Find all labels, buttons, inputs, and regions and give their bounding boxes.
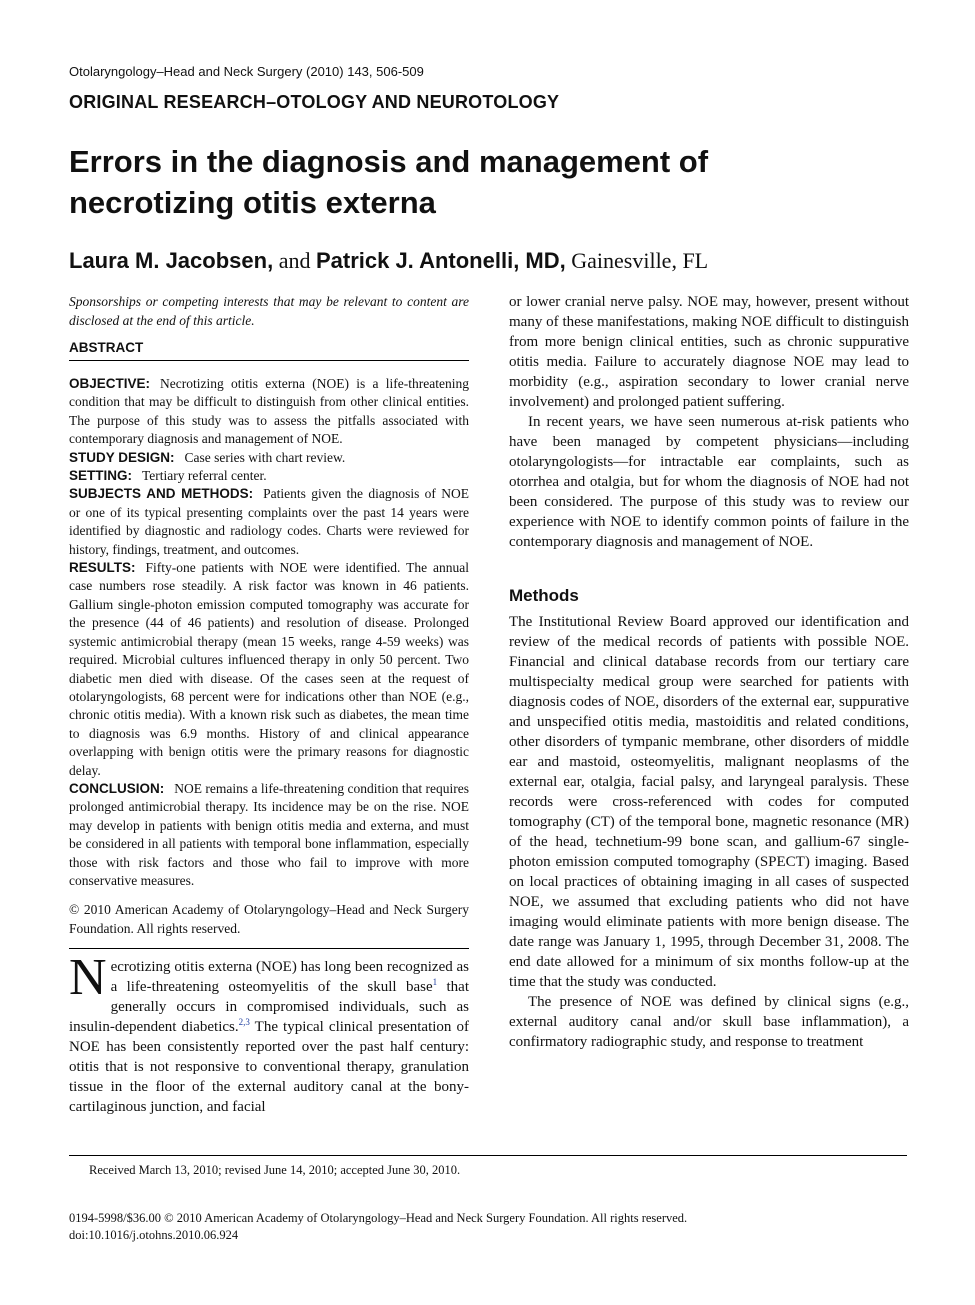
abstract-text: Necrotizing otitis externa (NOE) is a life-threatening condition that may be difficult to distinguish from other clinical entities. The purpose of this study was to assess the pitfalls associated with contemporary diagnosis and management of NOE.	[69, 376, 469, 447]
intro-text-1: ecrotizing otitis externa (NOE) has long been recognized as a life-threatening osteomyelitis of the skull base	[110, 959, 469, 996]
abstract-design	[69, 449, 469, 467]
abstract-setting	[69, 467, 469, 485]
abstract-label: RESULTS:	[69, 560, 136, 576]
journal-citation: Otolaryngology–Head and Neck Surgery (2010) 143, 506-509	[69, 64, 424, 79]
methods-paragraph-2: The presence of NOE was defined by clinical signs (e.g., external auditory canal and/or skull base inflammation), a confirmatory radiographic study, and response to treatment	[509, 994, 909, 1050]
author-conjunction: and	[278, 248, 311, 273]
abstract-label: OBJECTIVE:	[69, 376, 151, 391]
intro-paragraph	[69, 949, 469, 1117]
abstract-label: SUBJECTS AND METHODS:	[69, 486, 254, 502]
abstract-label: CONCLUSION:	[69, 780, 165, 796]
intro-text-2: that generally occurs in compromised individuals, such as insulin-dependent diabetics.	[69, 979, 469, 1036]
abstract-conclusion	[69, 780, 469, 890]
intro-text-3: The typical clinical presentation of NOE has been consistently reported over the past half century: otitis that is not responsive to conventional therapy, granulation tissue in the floor of the external auditory canal at the bony-cartilaginous junction, and facial	[69, 1019, 469, 1116]
abstract-objective	[69, 375, 469, 449]
author-line	[69, 248, 708, 274]
abstract-text: Case series with chart review.	[184, 449, 346, 465]
drop-cap: N	[69, 949, 107, 1007]
abstract-heading: ABSTRACT	[69, 340, 469, 361]
abstract-label: SETTING:	[69, 468, 132, 484]
reference-link[interactable]: 2,3	[238, 1017, 250, 1028]
author-jacobsen: Laura M. Jacobsen,	[69, 248, 274, 273]
received-dates: Received March 13, 2010; revised June 14, 2010; accepted June 30, 2010.	[89, 1163, 461, 1177]
abstract-results	[69, 559, 469, 780]
abstract-label: STUDY DESIGN:	[69, 449, 175, 465]
author-location: Gainesville, FL	[571, 248, 709, 273]
footnote-divider	[69, 1155, 907, 1156]
abstract-copyright: © 2010 American Academy of Otolaryngology–Head and Neck Surgery Foundation. All rights reserved.	[69, 900, 469, 949]
sponsorship-note: Sponsorships or competing interests that may be relevant to content are disclosed at the end of this article.	[69, 294, 469, 328]
abstract-text: NOE remains a life-threatening condition that requires prolonged antimicrobial therapy. Its incidence may be on the rise. NOE may develop in patients with benign otitis media and externa, and must be considered in all patients with temporal bone inflammation, especially those with risk factors and those who fail to improve with more conservative measures.	[69, 780, 469, 888]
intro-paragraph-2: In recent years, we have seen numerous at-risk patients who have been managed by competent physicians—including otolaryngologists—for intractable ear complaints, such as otorrhea and otalgia, but for whom the diagnosis of NOE had not been considered. The purpose of this study was to review our experience with NOE to identify common points of failure in the contemporary diagnosis and management of NOE.	[509, 414, 909, 550]
section-label: ORIGINAL RESEARCH–OTOLOGY AND NEUROTOLOGY	[69, 92, 560, 112]
abstract-body	[69, 375, 469, 890]
intro-continuation: or lower cranial nerve palsy. NOE may, however, present without many of these manifestations, making NOE difficult to distinguish from more benign clinical entities, such as chronic suppurative otitis media. Failure to accurately diagnose NOE may lead to morbidity (e.g., aspiration secondary to lower cranial nerve involvement) and prolonged patient suffering.	[509, 294, 909, 410]
abstract-text: Fifty-one patients with NOE were identified. The annual case numbers rose steadily. A risk factor was known in 46 patients. Gallium single-photon emission computed tomography was accurate for the presence (44 of 46 patients) and resolution of disease. Prolonged systemic antimicrobial therapy (mean 15 weeks, range 4-59 weeks) was required. Microbial cultures influenced therapy in only 50 percent. Two diabetic men died with disease. Of the cases seen at the request of otolaryngologists, 68 percent were for indications other than NOE (e.g., chronic otitis media). With a known risk such as diabetes, the mean time to diagnosis was 6.9 months. History of and clinical appearance overlapping with benign otitis were the primary reasons for diagnostic delay.	[69, 560, 469, 778]
article-title: Errors in the diagnosis and management of necrotizing otitis externa	[69, 144, 709, 220]
methods-paragraph-1: The Institutional Review Board approved our identification and review of the medical records of patients with possible NOE. Financial and clinical database records from our tertiary care multispecialty medical group were searched for patients with diagnosis codes of NOE, disorders of the external ear, suppurative and unspecified otitis media, mastoiditis and related conditions, other disorders of tympanic membrane, other disorders of middle ear and mastoid, osteomyelitis, malignant neoplasms of the external ear, otalgia, facial palsy, and laryngeal paralysis. These records were cross-referenced with codes for computed tomography (CT) of the temporal bone, magnetic resonance (MR) of the head, technetium-99 bone scan, and gallium-67 single-photon emission computed tomography (SPECT) imaging. Based on local practices of obtaining imaging in all cases of suspected NOE, we assumed that excluding patients who did not have imaging would eliminate patients with more benign disease. The date range was January 1, 1995, through December 31, 2008. The end date allowed for a minimum of six months follow-up at the time that the study was conducted.	[509, 614, 909, 990]
author-antonelli: Patrick J. Antonelli, MD,	[315, 248, 566, 273]
abstract-text: Patients given the diagnosis of NOE or one of its typical presenting complaints over the past 14 years were identified by diagnostic and radiology codes. Charts were reviewed for history, findings, treatment, and outcomes.	[69, 486, 469, 557]
methods-heading: Methods	[509, 586, 579, 605]
abstract-text: Tertiary referral center.	[142, 468, 267, 484]
right-column	[509, 292, 909, 1052]
left-column	[69, 292, 469, 1117]
doi[interactable]: doi:10.1016/j.otohns.2010.06.924	[69, 1228, 239, 1242]
reference-link[interactable]: 1	[432, 977, 438, 988]
issn-copyright: 0194-5998/$36.00 © 2010 American Academy of Otolaryngology–Head and Neck Surgery Foundation. All rights reserved.	[69, 1211, 688, 1225]
abstract-subjects	[69, 485, 469, 559]
